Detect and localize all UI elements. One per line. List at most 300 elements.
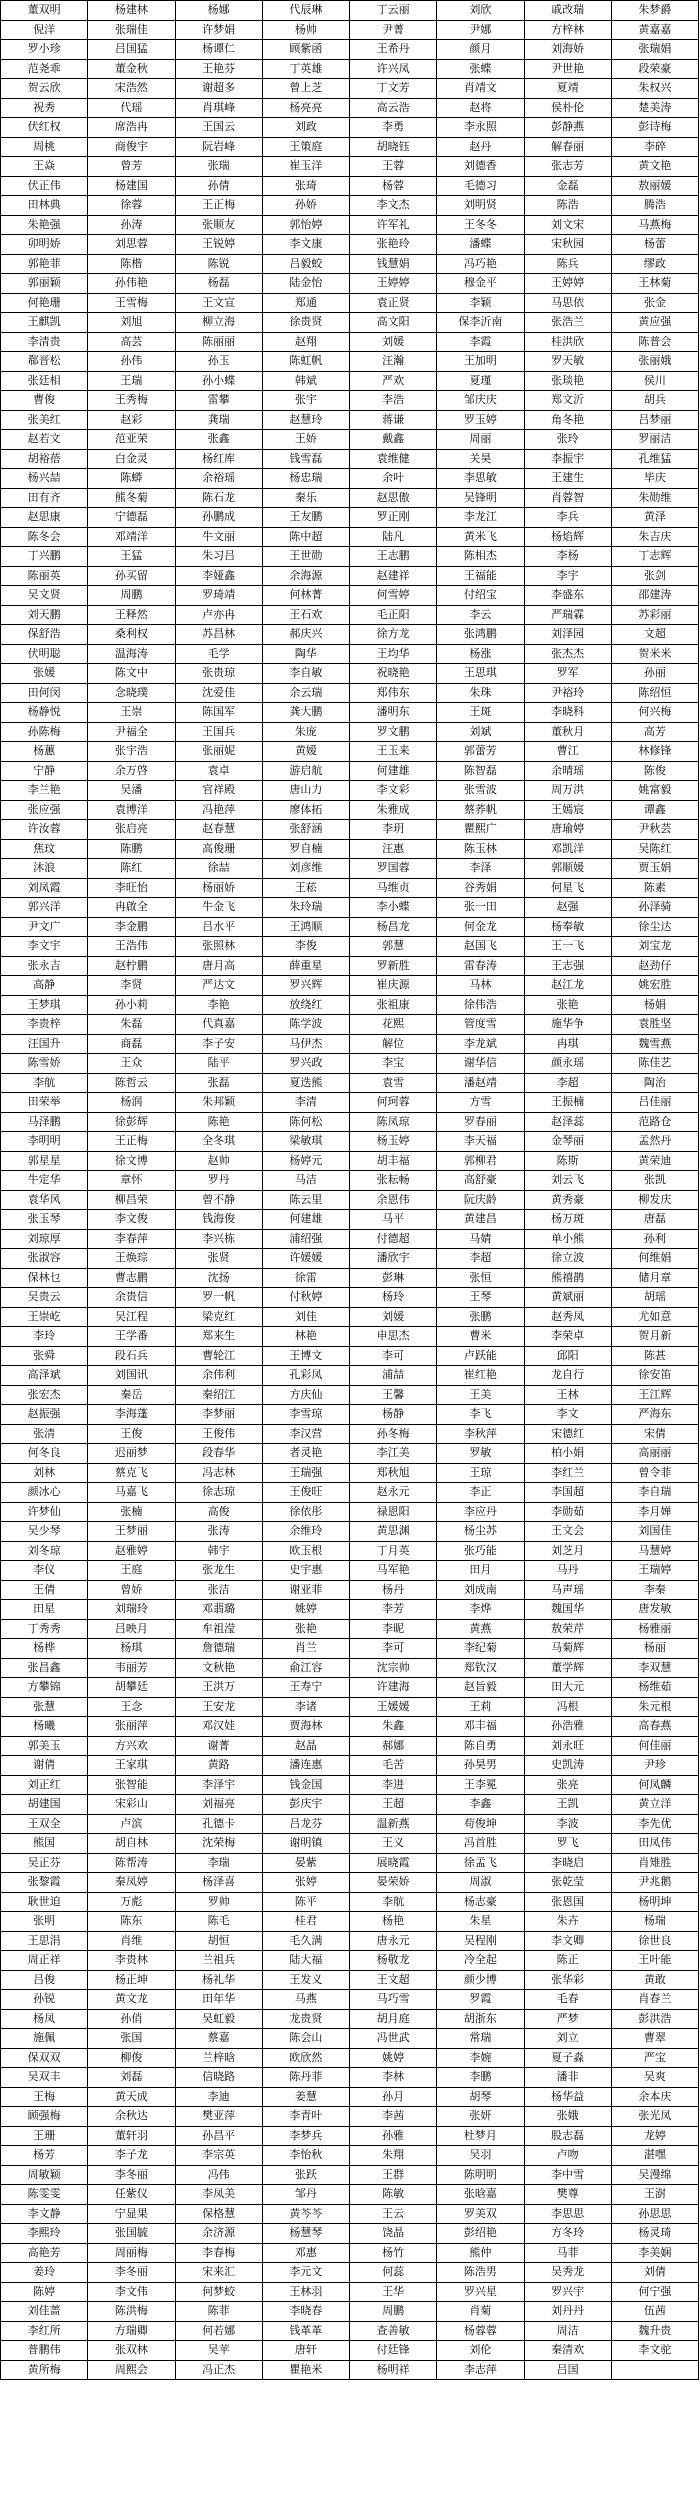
name-cell: 徐文博 bbox=[88, 1151, 175, 1171]
name-cell: 胡攀廷 bbox=[88, 1678, 175, 1698]
name-cell: 赵若文 bbox=[1, 430, 88, 450]
name-cell: 李小蝶 bbox=[350, 898, 437, 918]
name-cell: 祝晓艳 bbox=[350, 664, 437, 684]
name-cell: 马泽鹏 bbox=[1, 1112, 88, 1132]
name-cell: 罗琦靖 bbox=[175, 586, 262, 606]
name-cell: 夏瑾 bbox=[437, 371, 524, 391]
name-cell: 吕龙芬 bbox=[262, 1814, 349, 1834]
name-cell: 袁博洋 bbox=[88, 800, 175, 820]
name-cell: 柳俊 bbox=[88, 2048, 175, 2068]
name-cell: 沈宗帅 bbox=[350, 1658, 437, 1678]
name-cell: 余伟利 bbox=[175, 1366, 262, 1386]
table-row bbox=[1, 664, 699, 684]
name-cell: 彭庆宇 bbox=[262, 1795, 349, 1815]
table-row bbox=[1, 1912, 699, 1932]
name-cell: 董秋月 bbox=[524, 722, 611, 742]
name-cell: 余维玲 bbox=[262, 1522, 349, 1542]
name-cell: 陈锐 bbox=[175, 254, 262, 274]
name-cell: 张华彩 bbox=[524, 1970, 611, 1990]
name-cell: 肖菊 bbox=[437, 2302, 524, 2322]
name-cell: 宋来汇 bbox=[175, 2263, 262, 2283]
name-cell: 颜月 bbox=[437, 40, 524, 60]
name-cell: 牛文丽 bbox=[175, 527, 262, 547]
name-cell: 郗晋松 bbox=[1, 352, 88, 372]
name-cell: 邵建涛 bbox=[611, 586, 698, 606]
name-cell: 黄应强 bbox=[611, 313, 698, 333]
name-cell: 周鹏 bbox=[350, 2302, 437, 2322]
name-cell: 罗兴政 bbox=[262, 1054, 349, 1074]
name-cell: 王馨 bbox=[350, 1385, 437, 1405]
name-cell: 曾令菲 bbox=[611, 1463, 698, 1483]
name-cell: 祝秀 bbox=[1, 98, 88, 118]
name-cell: 王国兵 bbox=[175, 722, 262, 742]
name-cell: 胡裕蓓 bbox=[1, 449, 88, 469]
name-cell: 冯巧艳 bbox=[437, 254, 524, 274]
name-cell: 杨亮亮 bbox=[262, 98, 349, 118]
name-cell: 何雪婷 bbox=[350, 586, 437, 606]
table-row bbox=[1, 1658, 699, 1678]
name-cell: 胡浙东 bbox=[437, 2009, 524, 2029]
name-cell: 黄泽 bbox=[611, 508, 698, 528]
name-cell: 梁克红 bbox=[175, 1307, 262, 1327]
table-row bbox=[1, 1424, 699, 1444]
name-cell: 李娅鑫 bbox=[175, 566, 262, 586]
name-cell: 徐伟浩 bbox=[437, 995, 524, 1015]
name-cell: 郑钦汉 bbox=[437, 1658, 524, 1678]
name-cell: 尹娜 bbox=[437, 20, 524, 40]
name-cell: 何梦蛟 bbox=[175, 2282, 262, 2302]
name-cell: 张恩国 bbox=[524, 1892, 611, 1912]
name-cell: 尹裕玲 bbox=[524, 683, 611, 703]
name-cell: 王梅 bbox=[1, 2087, 88, 2107]
name-cell: 王寿宁 bbox=[262, 1678, 349, 1698]
name-cell: 崔玉洋 bbox=[262, 157, 349, 177]
name-cell: 刘冬琼 bbox=[1, 1541, 88, 1561]
roster-body bbox=[1, 1, 699, 2380]
name-cell: 桂君 bbox=[262, 1912, 349, 1932]
name-cell: 袁华风 bbox=[1, 1190, 88, 1210]
name-cell: 方雪 bbox=[437, 1093, 524, 1113]
name-cell: 吴羽 bbox=[437, 2146, 524, 2166]
name-cell: 周淑 bbox=[437, 1873, 524, 1893]
name-cell: 湛嘿 bbox=[611, 2146, 698, 2166]
name-cell: 吕国猛 bbox=[88, 40, 175, 60]
name-cell: 张丽妮 bbox=[175, 742, 262, 762]
name-cell: 熊冬菊 bbox=[88, 488, 175, 508]
name-cell: 侯朴伦 bbox=[524, 98, 611, 118]
name-cell: 毛学 bbox=[175, 644, 262, 664]
name-cell: 王玉来 bbox=[350, 742, 437, 762]
table-row bbox=[1, 1210, 699, 1230]
name-cell: 卢吻 bbox=[524, 2146, 611, 2166]
name-cell: 尹菁 bbox=[350, 20, 437, 40]
name-cell: 李清贵 bbox=[1, 332, 88, 352]
name-cell: 李鑫 bbox=[437, 1795, 524, 1815]
name-cell: 董金秋 bbox=[88, 59, 175, 79]
name-cell: 冯根 bbox=[524, 1697, 611, 1717]
name-cell: 徐蓉 bbox=[88, 196, 175, 216]
name-cell: 钱海俊 bbox=[175, 1210, 262, 1230]
name-cell: 张鸿鹏 bbox=[437, 625, 524, 645]
name-cell: 杨琪 bbox=[88, 1639, 175, 1659]
name-cell: 杨芳 bbox=[1, 2146, 88, 2166]
name-cell: 李春梅 bbox=[175, 2243, 262, 2263]
name-cell: 袁胜坚 bbox=[611, 1015, 698, 1035]
name-cell: 陈俊 bbox=[611, 761, 698, 781]
name-cell: 刘斌 bbox=[437, 722, 524, 742]
name-cell: 李文 bbox=[524, 1405, 611, 1425]
name-cell: 谢菁 bbox=[175, 1736, 262, 1756]
name-cell: 高艳芳 bbox=[1, 2243, 88, 2263]
table-row bbox=[1, 2243, 699, 2263]
name-cell: 李杨 bbox=[524, 547, 611, 567]
name-cell: 蔡克飞 bbox=[88, 1463, 175, 1483]
name-cell: 田月 bbox=[437, 1561, 524, 1581]
table-row bbox=[1, 1054, 699, 1074]
name-cell: 黄嫒 bbox=[262, 742, 349, 762]
name-cell: 官祥殿 bbox=[175, 781, 262, 801]
name-cell: 秦凤婷 bbox=[88, 1873, 175, 1893]
name-cell: 尹文广 bbox=[1, 917, 88, 937]
name-cell: 许建海 bbox=[350, 1678, 437, 1698]
name-cell: 吴秀龙 bbox=[524, 2263, 611, 2283]
name-cell: 罗春丽 bbox=[437, 1112, 524, 1132]
name-cell: 袁卓 bbox=[175, 761, 262, 781]
name-cell: 张金 bbox=[611, 293, 698, 313]
name-cell: 李思敏 bbox=[437, 469, 524, 489]
name-cell: 付德超 bbox=[350, 1229, 437, 1249]
name-cell: 陈何松 bbox=[262, 1112, 349, 1132]
name-cell: 魏雪燕 bbox=[611, 1034, 698, 1054]
name-cell: 张国 bbox=[88, 2029, 175, 2049]
name-cell: 张鹏 bbox=[437, 1307, 524, 1327]
name-cell: 朱元根 bbox=[611, 1697, 698, 1717]
name-cell: 牛定华 bbox=[1, 1171, 88, 1191]
name-cell: 李航 bbox=[1, 1073, 88, 1093]
name-cell: 谷秀娟 bbox=[437, 878, 524, 898]
table-row bbox=[1, 176, 699, 196]
name-cell: 杨奉敏 bbox=[524, 917, 611, 937]
name-cell: 杨万斑 bbox=[524, 1210, 611, 1230]
name-cell: 王义 bbox=[350, 1834, 437, 1854]
name-cell: 赵江龙 bbox=[524, 976, 611, 996]
name-cell: 丁文芳 bbox=[350, 79, 437, 99]
name-cell: 饶晶 bbox=[350, 2224, 437, 2244]
name-cell: 王江辉 bbox=[611, 1385, 698, 1405]
name-cell: 孔德卡 bbox=[175, 1814, 262, 1834]
name-cell: 何冬良 bbox=[1, 1444, 88, 1464]
name-cell: 姜玲 bbox=[1, 2263, 88, 2283]
name-cell: 肖靖文 bbox=[437, 79, 524, 99]
name-cell: 王莉 bbox=[437, 1697, 524, 1717]
table-row bbox=[1, 274, 699, 294]
table-row bbox=[1, 1814, 699, 1834]
name-cell: 李玲 bbox=[1, 1327, 88, 1347]
name-cell bbox=[611, 2360, 698, 2380]
name-cell: 刘海娇 bbox=[524, 40, 611, 60]
name-cell: 王林羽 bbox=[262, 2282, 349, 2302]
name-cell: 田年华 bbox=[175, 1990, 262, 2010]
name-cell: 姚婷 bbox=[350, 2048, 437, 2068]
name-cell: 陈毛 bbox=[175, 1912, 262, 1932]
name-cell: 李昵 bbox=[350, 1619, 437, 1639]
name-cell: 李勇 bbox=[350, 118, 437, 138]
name-cell: 李晓科 bbox=[524, 703, 611, 723]
name-cell: 王琴 bbox=[437, 1288, 524, 1308]
name-cell: 王雪梅 bbox=[88, 293, 175, 313]
name-cell: 王秀梅 bbox=[88, 391, 175, 411]
name-cell: 王婷婷 bbox=[350, 274, 437, 294]
name-cell: 瞿艳米 bbox=[262, 2360, 349, 2380]
name-cell: 秦清欢 bbox=[524, 2341, 611, 2361]
name-cell: 杨曦 bbox=[1, 1717, 88, 1737]
name-cell: 徐贵贤 bbox=[262, 313, 349, 333]
name-cell: 吴贵云 bbox=[1, 1288, 88, 1308]
name-cell: 周洁 bbox=[524, 2321, 611, 2341]
name-cell: 毕庆 bbox=[611, 469, 698, 489]
name-cell: 王菘 bbox=[262, 878, 349, 898]
name-cell: 周敏颖 bbox=[1, 2165, 88, 2185]
name-cell: 姚富毅 bbox=[611, 781, 698, 801]
name-cell: 李宗英 bbox=[175, 2146, 262, 2166]
name-cell: 赵思傲 bbox=[350, 488, 437, 508]
name-cell: 杨玉婷 bbox=[350, 1132, 437, 1152]
name-cell: 范路仓 bbox=[611, 1112, 698, 1132]
name-cell: 王焱 bbox=[1, 157, 88, 177]
name-cell: 杨焰辉 bbox=[524, 527, 611, 547]
name-cell: 张智能 bbox=[88, 1775, 175, 1795]
name-cell: 范尧乖 bbox=[1, 59, 88, 79]
name-cell: 放绕红 bbox=[262, 995, 349, 1015]
name-cell: 刘国佳 bbox=[611, 1522, 698, 1542]
table-row bbox=[1, 781, 699, 801]
name-cell: 朱权兴 bbox=[611, 79, 698, 99]
table-row bbox=[1, 1463, 699, 1483]
name-cell: 余叶 bbox=[350, 469, 437, 489]
name-cell: 许媛媛 bbox=[262, 1249, 349, 1269]
name-cell: 邓汉娃 bbox=[175, 1717, 262, 1737]
name-cell: 楚美涛 bbox=[611, 98, 698, 118]
table-row bbox=[1, 371, 699, 391]
name-cell: 罗天敏 bbox=[524, 352, 611, 372]
table-row bbox=[1, 2263, 699, 2283]
name-cell: 卢亦冉 bbox=[175, 605, 262, 625]
name-cell: 孙昊男 bbox=[437, 1756, 524, 1776]
table-row bbox=[1, 449, 699, 469]
name-cell: 黄荣迪 bbox=[611, 1151, 698, 1171]
name-cell: 缪政 bbox=[611, 254, 698, 274]
name-cell: 吴爽 bbox=[611, 2068, 698, 2088]
name-cell: 李勋茹 bbox=[524, 1502, 611, 1522]
name-cell: 曾上芝 bbox=[262, 79, 349, 99]
name-cell: 解春丽 bbox=[524, 137, 611, 157]
name-cell: 侯川 bbox=[611, 371, 698, 391]
table-row bbox=[1, 332, 699, 352]
name-cell: 李芳 bbox=[350, 1600, 437, 1620]
name-cell: 陈艳 bbox=[175, 1112, 262, 1132]
name-cell: 潘非 bbox=[524, 2068, 611, 2088]
table-row bbox=[1, 1307, 699, 1327]
table-row bbox=[1, 391, 699, 411]
name-cell: 余济源 bbox=[175, 2224, 262, 2244]
name-cell: 余云瑞 bbox=[262, 683, 349, 703]
name-cell: 保舒浩 bbox=[1, 625, 88, 645]
name-cell: 汪国升 bbox=[1, 1034, 88, 1054]
table-row bbox=[1, 1249, 699, 1269]
name-cell: 角冬艳 bbox=[524, 410, 611, 430]
name-cell: 保林乜 bbox=[1, 1268, 88, 1288]
name-cell: 罗正刚 bbox=[350, 508, 437, 528]
name-cell: 敖荣芹 bbox=[524, 1619, 611, 1639]
name-cell: 股志磊 bbox=[524, 2126, 611, 2146]
name-cell: 郑来生 bbox=[175, 1327, 262, 1347]
table-row bbox=[1, 605, 699, 625]
name-cell: 许军礼 bbox=[350, 215, 437, 235]
name-cell: 刘云飞 bbox=[524, 1171, 611, 1191]
table-row bbox=[1, 2224, 699, 2244]
name-cell: 李航 bbox=[350, 1892, 437, 1912]
name-cell: 王家琪 bbox=[88, 1756, 175, 1776]
name-cell: 张舜 bbox=[1, 1346, 88, 1366]
name-cell: 张剑 bbox=[611, 566, 698, 586]
name-cell: 陶治 bbox=[611, 1073, 698, 1093]
name-cell: 陈佳艺 bbox=[611, 1054, 698, 1074]
name-cell: 展晓霞 bbox=[350, 1853, 437, 1873]
name-cell: 罗兴辉 bbox=[262, 976, 349, 996]
name-cell: 李正 bbox=[437, 1483, 524, 1503]
name-cell: 高春燕 bbox=[611, 1717, 698, 1737]
name-cell: 何凤麟 bbox=[611, 1775, 698, 1795]
name-cell: 杨玲 bbox=[350, 1288, 437, 1308]
name-cell: 丁秀秀 bbox=[1, 1619, 88, 1639]
name-cell: 陈石龙 bbox=[175, 488, 262, 508]
name-cell: 王叶能 bbox=[611, 1951, 698, 1971]
name-cell: 杨蕙 bbox=[1, 742, 88, 762]
name-cell: 李贤 bbox=[88, 976, 175, 996]
name-cell: 卢跃能 bbox=[437, 1346, 524, 1366]
name-cell: 何佳丽 bbox=[611, 1736, 698, 1756]
name-cell: 廖体拓 bbox=[262, 800, 349, 820]
name-cell: 高文阳 bbox=[350, 313, 437, 333]
name-cell: 宋倩 bbox=[611, 1424, 698, 1444]
name-cell: 孙俏 bbox=[88, 2009, 175, 2029]
name-cell: 张蝶 bbox=[437, 59, 524, 79]
table-row bbox=[1, 410, 699, 430]
name-cell: 吴虹毅 bbox=[175, 2009, 262, 2029]
name-cell: 王学番 bbox=[88, 1327, 175, 1347]
name-cell: 陈平 bbox=[262, 1892, 349, 1912]
table-row bbox=[1, 1483, 699, 1503]
name-cell: 刘宝龙 bbox=[611, 937, 698, 957]
name-cell: 陈智磊 bbox=[437, 761, 524, 781]
name-cell: 李中雪 bbox=[524, 2165, 611, 2185]
name-cell: 贾海林 bbox=[262, 1717, 349, 1737]
name-cell: 代瑶 bbox=[88, 98, 175, 118]
name-cell: 孙雅 bbox=[350, 2126, 437, 2146]
name-cell: 孙娇 bbox=[262, 196, 349, 216]
name-cell: 郑伟东 bbox=[350, 683, 437, 703]
name-cell: 罗新胜 bbox=[350, 956, 437, 976]
name-cell: 付绍宝 bbox=[437, 586, 524, 606]
table-row bbox=[1, 1639, 699, 1659]
name-cell: 段春华 bbox=[175, 1444, 262, 1464]
name-cell: 毛春 bbox=[524, 1990, 611, 2010]
name-cell: 吴陈红 bbox=[611, 839, 698, 859]
name-cell: 李兵 bbox=[524, 508, 611, 528]
name-cell: 郭顺媛 bbox=[524, 859, 611, 879]
name-cell: 杨磊 bbox=[175, 274, 262, 294]
name-cell: 何星飞 bbox=[524, 878, 611, 898]
name-cell: 吴潘 bbox=[88, 781, 175, 801]
name-cell: 伏正伟 bbox=[1, 176, 88, 196]
name-cell: 陈婷 bbox=[1, 2282, 88, 2302]
table-row bbox=[1, 196, 699, 216]
name-cell: 张清 bbox=[1, 1424, 88, 1444]
name-cell: 周鹏 bbox=[88, 586, 175, 606]
name-cell: 马声瑶 bbox=[524, 1580, 611, 1600]
name-cell: 李贵林 bbox=[88, 1951, 175, 1971]
name-cell: 唐轩 bbox=[262, 2341, 349, 2361]
name-cell: 李青叶 bbox=[262, 2107, 349, 2127]
table-row bbox=[1, 1619, 699, 1639]
name-cell: 冯伟 bbox=[175, 2165, 262, 2185]
name-cell: 查善敏 bbox=[350, 2321, 437, 2341]
name-cell: 冯志林 bbox=[175, 1463, 262, 1483]
name-cell: 兰梓晗 bbox=[175, 2048, 262, 2068]
name-cell: 李金鹏 bbox=[88, 917, 175, 937]
name-cell: 冷全起 bbox=[437, 1951, 524, 1971]
table-row bbox=[1, 1853, 699, 1873]
name-cell: 尹珍 bbox=[611, 1756, 698, 1776]
table-row bbox=[1, 430, 699, 450]
table-row bbox=[1, 1366, 699, 1386]
name-cell: 信晓路 bbox=[175, 2068, 262, 2088]
name-cell: 史凯涛 bbox=[524, 1756, 611, 1776]
name-cell: 杨泽喜 bbox=[175, 1873, 262, 1893]
name-cell: 陈帮涛 bbox=[88, 1853, 175, 1873]
name-cell: 陈浩男 bbox=[437, 2263, 524, 2283]
name-cell: 董轩羽 bbox=[88, 2126, 175, 2146]
name-cell: 许汝蓉 bbox=[1, 820, 88, 840]
name-cell: 陈虹帆 bbox=[262, 352, 349, 372]
name-cell: 丁兴鹏 bbox=[1, 547, 88, 567]
table-row bbox=[1, 1151, 699, 1171]
name-cell: 陈鹏 bbox=[88, 839, 175, 859]
name-cell: 肖雉胜 bbox=[611, 1853, 698, 1873]
name-cell: 马燕梅 bbox=[611, 215, 698, 235]
name-cell: 罗自楠 bbox=[262, 839, 349, 859]
name-cell: 柳昌荣 bbox=[88, 1190, 175, 1210]
name-cell: 耿世迫 bbox=[1, 1892, 88, 1912]
name-cell: 朱艳强 bbox=[1, 215, 88, 235]
name-cell: 张浩兰 bbox=[524, 313, 611, 333]
name-cell: 柳立海 bbox=[175, 313, 262, 333]
name-cell: 杨红库 bbox=[175, 449, 262, 469]
name-cell: 熊仲 bbox=[437, 2243, 524, 2263]
name-cell: 贾玉娟 bbox=[611, 859, 698, 879]
name-cell: 罗丽洁 bbox=[611, 430, 698, 450]
name-cell: 孙涛 bbox=[88, 215, 175, 235]
name-cell: 詹德瑞 bbox=[175, 1639, 262, 1659]
name-cell: 王斑 bbox=[437, 703, 524, 723]
name-cell: 雷攀 bbox=[175, 391, 262, 411]
name-cell: 孙伟 bbox=[88, 352, 175, 372]
name-cell: 钱革革 bbox=[262, 2321, 349, 2341]
table-row bbox=[1, 1697, 699, 1717]
name-cell: 徐彭辉 bbox=[88, 1112, 175, 1132]
name-cell: 郭丽颖 bbox=[1, 274, 88, 294]
name-cell: 陈雯雯 bbox=[1, 2185, 88, 2205]
